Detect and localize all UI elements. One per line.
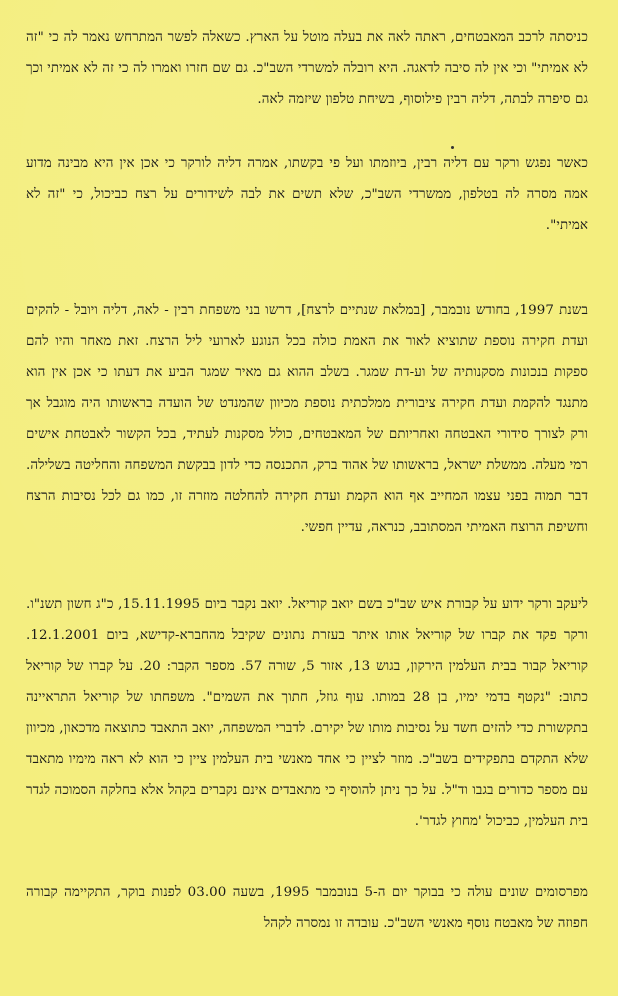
paragraph-yoav-kuriel-burial: ליעקב ורקר ידוע על קבורת איש שב"כ בשם יואב קוריאל. יואב נקבר ביום 15.11.1995, כ"ג חשון תשנ"ו. ורקר פקד את קברו של קוריאל אותו איתר בעזרת נתונים שקיבל מהחברא-קדישא, ביום 12.1.2001. קוריאל קבור בבית העלמין הירקון, בגוש 13, אזור 5, שורה 57. מספר הקבר: 20. על קברו של קוריאל כתוב: "נקטף בדמי ימיו, בן 28 במותו. עוף גוזל, חתוך את השמים". משפחתו של קוריאל התראיינה בתקשורת כדי להזים חשד על נסיבות מותו של יקירם. לדברי המשפחה, יואב התאבד כתוצאה מדכאון, מכיוון שלא התקדם בתפקידים בשב"כ. מוזר לציין כי אחד מאנשי בית העלמין ציין כי הוא לא ראה מימיו מתאבד עם מספר כדורים בגבו וד"ל. על כך ניתן להוסיף כי מתאבדים אינם נקברים בקהל אלא בחלקה הסמוכה לגדר בית העלמין, כביכול 'מחוץ לגדר'. [26,597,589,829]
paragraph-inquiry-request: בשנת 1997, בחודש נובמבר, [במלאת שנתיים לרצח], דרשו בני משפחת רבין - לאה, דליה ויובל - להקים ועדת חקירה נוספת שתוציא לאור את האמת כולה בכל הנוגע לארועי ליל הרצח. זאת מאחר והיו להם ספקות בנכונות מסקנותיה של וע-דת שמגר. בשלב ההוא גם מאיר שמגר הביע את דעתו כי אכן אין הוא מתנגד להקמת ועדת חקירה ציבורית ממלכתית נוספת מכיוון שהמנדט של הועדה בראשותו היה מוגבל אך ורק לצורך סידורי האבטחה ואחריותם של המאבטחים, כולל מסקנות לעתיד, בכל הקשור לאבטחת אישים רמי מעלה. ממשלת ישראל, בראשותו של אהוד ברק, התכנסה כדי לדון בבקשת המשפחה והחליטה בשלילה. דבר תמוה בפני עצמו המחייב אף הוא הקמת ועדת חקירה להחלטה מוזרה זו, כמו גם לכל נסיבות הרצח וחשיפת הרוצח האמיתי המסתובב, כנראה, עדיין חפשי. [26,303,588,535]
paragraph-leah-rabin-call: כניסתה לרכב המאבטחים, ראתה לאה את בעלה מוטל על הארץ. כשאלה לפשר המתרחש נאמר לה כי "זה לא אמיתי" וכי אין לה סיבה לדאגה. היא רובלה למשרדי השב"כ. גם שם חזרו ואמרו לה כי זה לא אמיתי וכך גם סיפרה לבתה, דליה רבין פילוסוף, בשיחת טלפון שיזמה לאה. [26,30,588,107]
paragraph-hasty-burial: מפרסומים שונים עולה כי בבוקר יום ה-5 בנובמבר 1995, בשעה 03.00 לפנות בוקר, התקיימה קבורה חפוזה של מאבטח נוסף מאנשי השב"כ. עובדה זו נמסרה לקהל [26,885,588,931]
document-body [26,22,588,939]
scan-speck [451,146,454,149]
paragraph-dalia-rabin-meeting: כאשר נפגש ורקר עם דליה רבין, ביוזמתו ועל פי בקשתו, אמרה דליה לורקר כי אכן אין היא מבינה מדוע אמה מסרה לה בטלפון, ממשרדי השב"כ, שלא תשים את לבה לשידורים על רצח כביכול, כי "זה לא אמיתי". [26,156,588,233]
